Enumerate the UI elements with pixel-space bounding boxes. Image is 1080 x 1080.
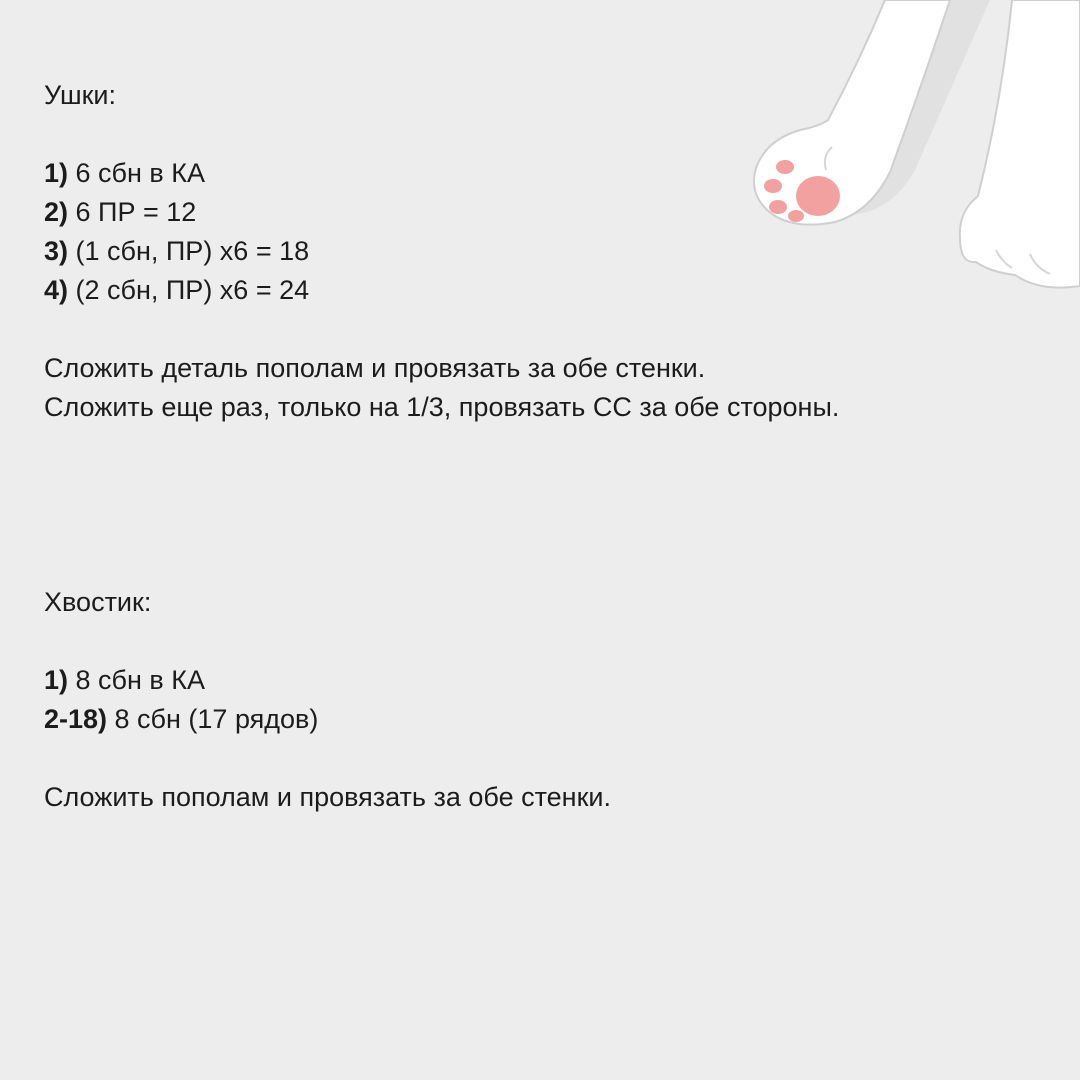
tail-heading: Хвостик: — [44, 587, 152, 617]
spacer — [44, 310, 1044, 349]
row-text: 6 сбн в КА — [68, 158, 205, 188]
row-number: 1) — [44, 665, 69, 695]
ears-row-4 — [44, 271, 1044, 310]
tail-row-2 — [44, 700, 1044, 739]
row-text: 8 сбн (17 рядов) — [107, 704, 319, 734]
ears-heading: Ушки: — [44, 80, 116, 110]
row-number: 1) — [44, 158, 69, 188]
row-text: 6 ПР = 12 — [68, 197, 197, 227]
spacer — [44, 427, 1044, 544]
spacer — [44, 739, 1044, 778]
row-text: (2 сбн, ПР) х6 = 24 — [68, 275, 310, 305]
row-text: 8 сбн в КА — [68, 665, 205, 695]
ears-row-3 — [44, 232, 1044, 271]
tail-note-1: Сложить пополам и провязать за обе стенки. — [44, 782, 611, 812]
row-text: (1 сбн, ПР) х6 = 18 — [68, 236, 310, 266]
spacer — [44, 544, 1044, 583]
row-number: 2-18) — [44, 704, 108, 734]
row-number: 4) — [44, 275, 69, 305]
tail-row-1 — [44, 661, 1044, 700]
spacer — [44, 622, 1044, 661]
row-number: 2) — [44, 197, 69, 227]
ears-row-2 — [44, 193, 1044, 232]
row-number: 3) — [44, 236, 69, 266]
pattern-text — [44, 76, 1044, 817]
spacer — [44, 115, 1044, 154]
ears-row-1 — [44, 154, 1044, 193]
ears-note-1: Сложить деталь пополам и провязать за обе стенки. — [44, 353, 706, 383]
ears-note-2: Сложить еще раз, только на 1/3, провязать СС за обе стороны. — [44, 392, 840, 422]
